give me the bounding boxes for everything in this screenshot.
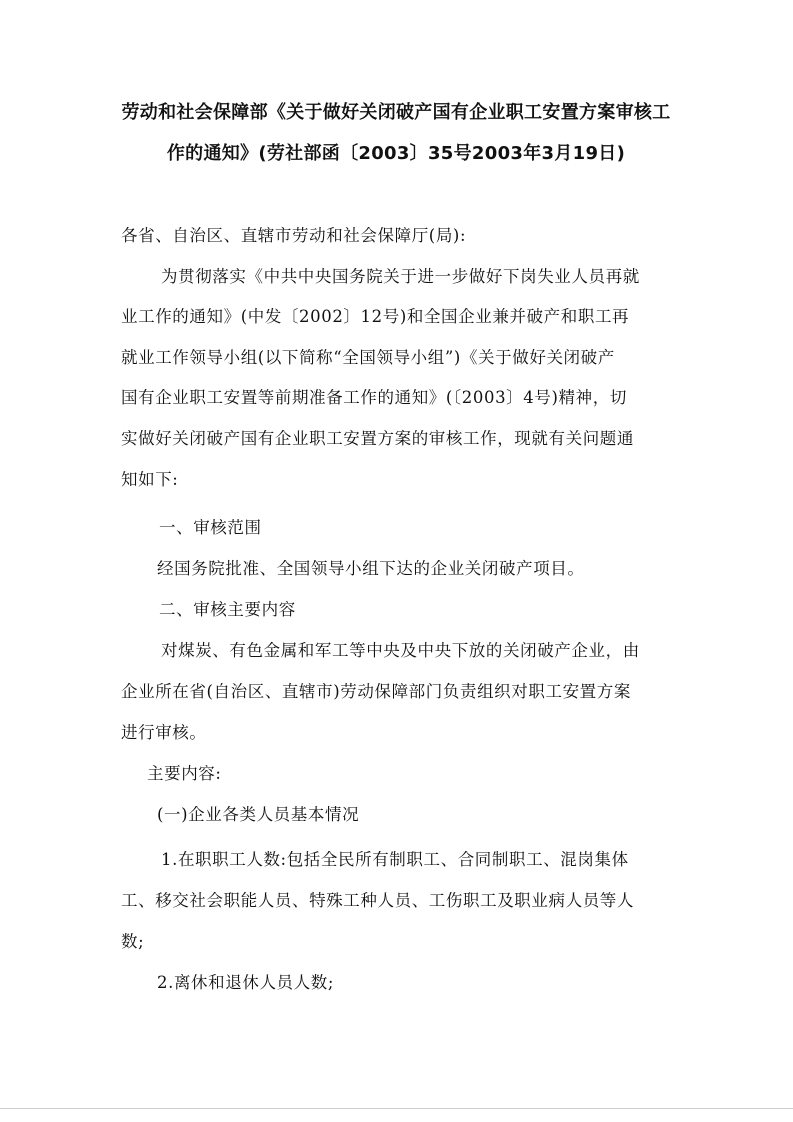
body-line: 主要内容: [147, 764, 222, 783]
page-bottom-divider [0, 1108, 793, 1109]
document-title-line-1: 劳动和社会保障部《关于做好关闭破产国有企业职工安置方案审核工 [121, 102, 671, 123]
document-title-line-2: 作的通知》(劳社部函〔2003〕35号2003年3月19日) [166, 143, 626, 164]
body-line: 对煤炭、有色金属和军工等中央及中央下放的关闭破产企业，由 [161, 641, 640, 660]
section-heading: 一、审核范围 [159, 518, 262, 537]
body-line: 进行审核。 [121, 723, 207, 742]
body-line: 企业所在省(自治区、直辖市)劳动保障部门负责组织对职工安置方案 [121, 682, 631, 701]
body-line: 就业工作领导小组(以下简称“全国领导小组”)《关于做好关闭破产 [121, 348, 615, 367]
body-line: 实做好关闭破产国有企业职工安置方案的审核工作，现就有关问题通 [121, 429, 634, 448]
salutation: 各省、自治区、直辖市劳动和社会保障厅(局): [121, 226, 467, 245]
body-line: 1.在职职工人数:包括全民所有制职工、合同制职工、混岗集体 [161, 850, 629, 869]
section-heading: 二、审核主要内容 [159, 600, 296, 619]
body-line: 2.离休和退休人员人数; [157, 973, 335, 992]
body-line: 国有企业职工安置等前期准备工作的通知》(〔2003〕4号)精神，切 [121, 388, 627, 407]
body-line: 数; [121, 932, 145, 951]
body-line: 工、移交社会职能人员、特殊工种人员、工伤职工及职业病人员等人 [121, 891, 634, 910]
body-line: 知如下: [121, 470, 179, 489]
body-line: 为贯彻落实《中共中央国务院关于进一步做好下岗失业人员再就 [161, 267, 640, 286]
body-line: 经国务院批准、全国领导小组下达的企业关闭破产项目。 [157, 559, 585, 578]
body-line: 业工作的通知》(中发〔2002〕12号)和全国企业兼并破产和职工再 [121, 307, 630, 326]
subsection-heading: (一)企业各类人员基本情况 [157, 805, 360, 824]
